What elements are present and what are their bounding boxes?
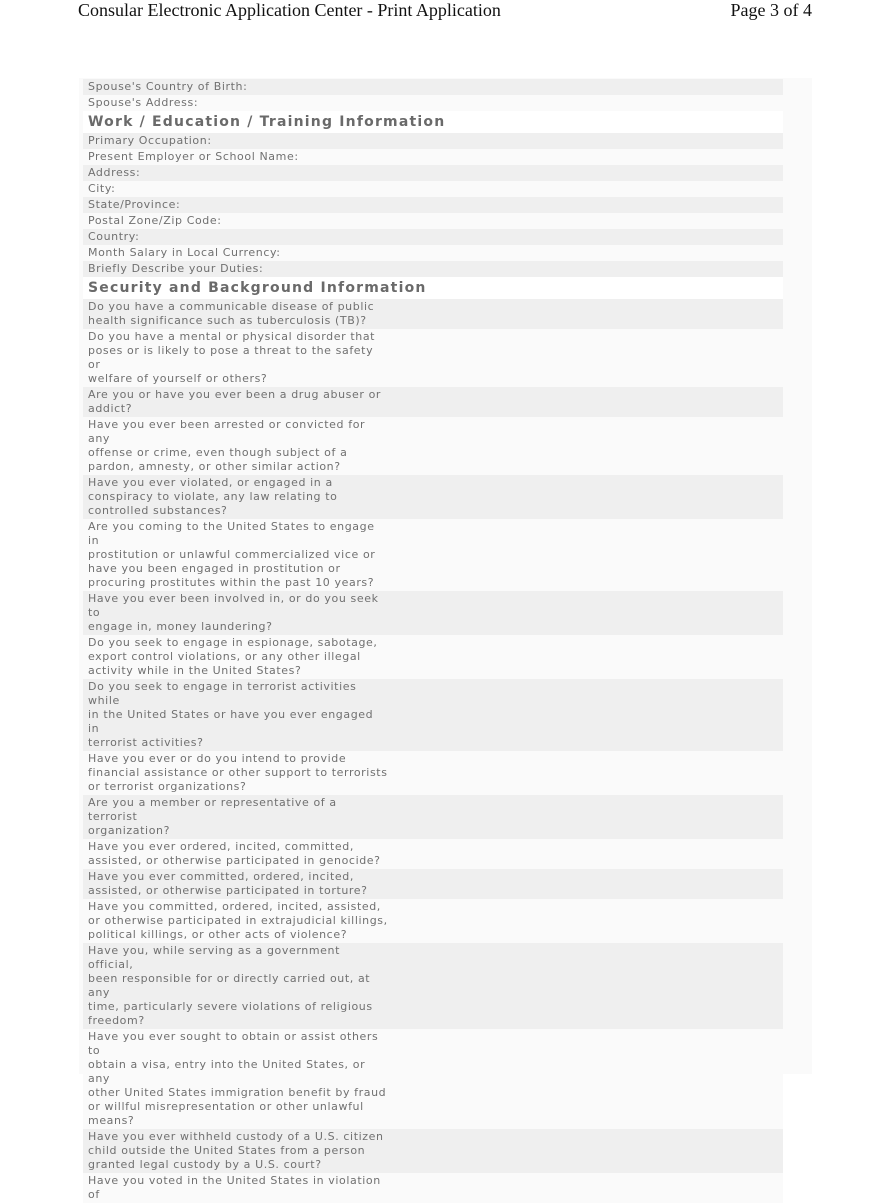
field-label: Have you ever ordered, incited, committed, assisted, or otherwise participated in genocide? — [88, 840, 381, 867]
field-label: Briefly Describe your Duties: — [88, 262, 264, 275]
form-row — [83, 899, 783, 943]
field-label: Have you, while serving as a government official, been responsible for or directly carried out, at any time, particularly severe violations of religious freedom? — [88, 944, 373, 1027]
form-row — [83, 679, 783, 751]
field-label: Primary Occupation: — [88, 134, 212, 147]
form-row — [83, 1129, 783, 1173]
field-label: State/Province: — [88, 198, 181, 211]
form-row — [83, 387, 783, 417]
form-row — [83, 839, 783, 869]
field-label: Have you ever violated, or engaged in a conspiracy to violate, any law relating to controlled substances? — [88, 476, 338, 517]
form-row — [83, 751, 783, 795]
form-row — [83, 475, 783, 519]
application-rows — [83, 79, 783, 1203]
field-label: Do you have a communicable disease of public health significance such as tuberculosis (TB)? — [88, 300, 375, 327]
form-row — [83, 591, 783, 635]
field-label: Postal Zone/Zip Code: — [88, 214, 222, 227]
field-label: Month Salary in Local Currency: — [88, 246, 281, 259]
form-row — [83, 299, 783, 329]
field-label: Do you have a mental or physical disorder that poses or is likely to pose a threat to the safety or welfare of yourself or others? — [88, 330, 376, 385]
form-row — [83, 165, 783, 181]
form-row — [83, 79, 783, 95]
section-heading: Work / Education / Training Information — [83, 111, 783, 133]
field-label: Do you seek to engage in terrorist activities while in the United States or have you ever engaged in terrorist activities? — [88, 680, 374, 749]
field-label: Have you voted in the United States in violation of — [88, 1174, 381, 1201]
field-label: Spouse's Address: — [88, 96, 199, 109]
form-row — [83, 261, 783, 277]
field-label: Present Employer or School Name: — [88, 150, 299, 163]
field-label: Have you ever sought to obtain or assist others to obtain a visa, entry into the United States, or any other United States immigration benefit by fraud or willful misrepresentation or other unlawful means? — [88, 1030, 387, 1127]
form-row — [83, 197, 783, 213]
field-label: Are you or have you ever been a drug abuser or addict? — [88, 388, 382, 415]
page-header-title: Consular Electronic Application Center - Print Application — [78, 0, 501, 20]
field-label: Are you coming to the United States to engage in prostitution or unlawful commercialized vice or have you been engaged in prostitution or procuring prostitutes within the past 10 years? — [88, 520, 376, 589]
field-label: Do you seek to engage in espionage, sabotage, export control violations, or any other illegal activity while in the United States? — [88, 636, 378, 677]
form-row — [83, 1173, 783, 1203]
field-label: Address: — [88, 166, 141, 179]
field-label: Have you committed, ordered, incited, assisted, or otherwise participated in extrajudicial killings, political killings, or other acts of violence? — [88, 900, 388, 941]
form-row — [83, 869, 783, 899]
section-heading: Security and Background Information — [83, 277, 783, 299]
form-row — [83, 635, 783, 679]
field-label: City: — [88, 182, 116, 195]
field-label: Have you ever or do you intend to provide financial assistance or other support to terrorists or terrorist organizations? — [88, 752, 388, 793]
form-row — [83, 943, 783, 1029]
form-row — [83, 1029, 783, 1129]
field-label: Have you ever been arrested or convicted for any offense or crime, even though subject of a pardon, amnesty, or other similar action? — [88, 418, 366, 473]
form-row — [83, 417, 783, 475]
page-number: Page 3 of 4 — [730, 0, 812, 20]
field-label: Have you ever been involved in, or do you seek to engage in, money laundering? — [88, 592, 379, 633]
form-row — [83, 133, 783, 149]
field-label: Country: — [88, 230, 140, 243]
form-row — [83, 795, 783, 839]
form-row — [83, 329, 783, 387]
field-label: Have you ever committed, ordered, incited, assisted, or otherwise participated in torture? — [88, 870, 368, 897]
field-label: Are you a member or representative of a terrorist organization? — [88, 796, 337, 837]
form-row — [83, 181, 783, 197]
form-row — [83, 229, 783, 245]
field-label: Spouse's Country of Birth: — [88, 80, 248, 93]
form-row — [83, 213, 783, 229]
form-row — [83, 245, 783, 261]
form-row — [83, 95, 783, 111]
form-row — [83, 519, 783, 591]
field-label: Have you ever withheld custody of a U.S. citizen child outside the United States from a person granted legal custody by a U.S. court? — [88, 1130, 384, 1171]
form-row — [83, 149, 783, 165]
